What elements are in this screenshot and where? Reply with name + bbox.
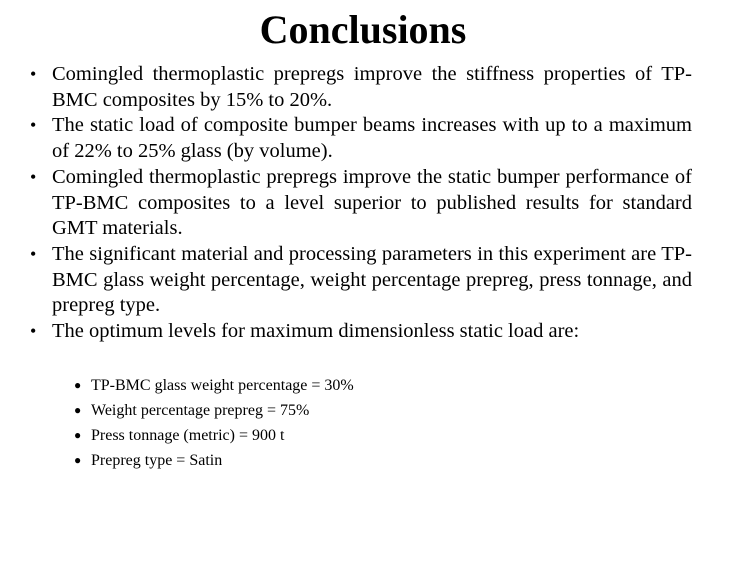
bullet-item: [30, 242, 692, 319]
sub-bullet-item: [74, 373, 354, 398]
sub-bullet-icon: ●: [74, 453, 82, 467]
bullet-text: Comingled thermoplastic prepregs improve the stiffness properties of TP-BMC composites by 15% to 20%.: [52, 63, 692, 111]
bullet-icon: •: [30, 243, 37, 264]
sub-bullet-text: Weight percentage prepreg = 75%: [91, 402, 310, 419]
sub-bullet-item: [74, 398, 354, 423]
bullet-item: [30, 62, 692, 113]
bullet-text: The optimum levels for maximum dimensionless static load are:: [52, 320, 580, 343]
bullet-icon: •: [30, 321, 37, 342]
sub-bullet-item: [74, 448, 354, 473]
sub-bullet-icon: ●: [74, 403, 82, 417]
optimum-levels-list: [74, 373, 354, 473]
slide-title: Conclusions: [259, 7, 467, 52]
sub-bullet-item: [74, 423, 354, 448]
sub-bullet-icon: ●: [74, 428, 82, 442]
sub-bullet-text: Press tonnage (metric) = 900 t: [91, 427, 285, 444]
bullet-item: [30, 113, 692, 164]
bullet-item: [30, 319, 692, 345]
sub-bullet-text: TP-BMC glass weight percentage = 30%: [91, 377, 354, 394]
bullet-text: Comingled thermoplastic prepregs improve the static bumper performance of TP-BMC composites to a level superior to published results for standard GMT materials.: [52, 165, 692, 240]
sub-bullet-icon: ●: [74, 378, 82, 392]
bullet-text: The significant material and processing parameters in this experiment are TP-BMC glass weight percentage, weight percentage prepreg, press tonnage, and prepreg type.: [52, 242, 692, 317]
bullet-icon: •: [30, 166, 37, 187]
bullet-icon: •: [30, 64, 37, 84]
bullet-icon: •: [30, 115, 37, 136]
bullet-item: [30, 165, 692, 242]
sub-bullet-text: Prepreg type = Satin: [91, 452, 223, 469]
bullet-text: The static load of composite bumper beams increases with up to a maximum of 22% to 25% glass (by volume).: [52, 114, 692, 163]
conclusions-list: [30, 62, 692, 345]
